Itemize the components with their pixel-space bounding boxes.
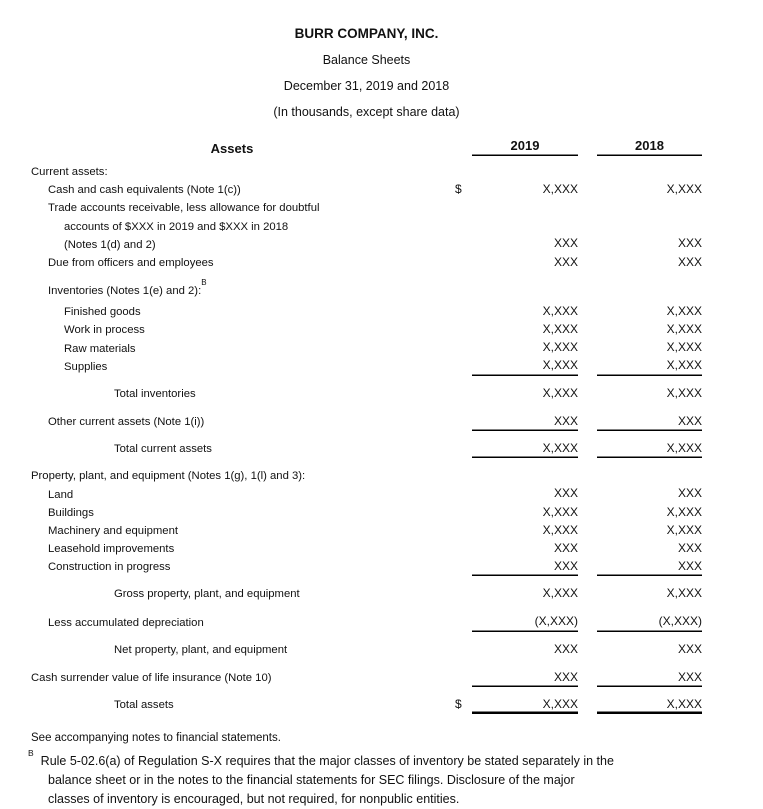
row-label: Less accumulated depreciation xyxy=(48,616,204,629)
table-row xyxy=(31,252,702,270)
table-row xyxy=(31,484,702,502)
value-2019: XXX xyxy=(553,236,578,251)
footnote-marker: B xyxy=(28,748,34,759)
table-row xyxy=(31,161,702,179)
table-row xyxy=(31,280,702,298)
assets-column-header: Assets xyxy=(210,141,254,156)
value-2019: X,XXX xyxy=(472,358,578,375)
footnote-line xyxy=(28,748,702,771)
row-label: Inventories (Notes 1(e) and 2):$^B$ xyxy=(48,278,207,297)
table-row xyxy=(31,216,702,234)
value-2018: X,XXX xyxy=(666,385,702,400)
footnote-line: balance sheet or in the notes to the financial statements for SEC filings. Disclosure of the major xyxy=(48,773,575,788)
value-2018: XXX xyxy=(677,641,702,656)
table-body xyxy=(31,161,702,714)
table-row xyxy=(31,338,702,356)
value-2019: X,XXX xyxy=(542,385,578,400)
value-2019: XXX xyxy=(472,670,578,687)
value-2018: XXX xyxy=(677,236,702,251)
value-2019: X,XXX xyxy=(542,522,578,537)
table-row xyxy=(31,411,702,431)
value-2018: X,XXX xyxy=(666,340,702,355)
value-2018: X,XXX xyxy=(666,504,702,519)
value-2018: XXX xyxy=(597,670,702,687)
company-name: BURR COMPANY, INC. xyxy=(294,26,439,41)
table-row xyxy=(31,502,702,520)
value-2019: X,XXX xyxy=(542,586,578,601)
row-label: Total inventories xyxy=(114,387,196,400)
value-2018: X,XXX xyxy=(597,441,702,458)
value-2019: X,XXX xyxy=(542,340,578,355)
row-label: Leasehold improvements xyxy=(48,542,175,555)
value-2018: X,XXX xyxy=(666,303,702,318)
table-row xyxy=(31,438,702,458)
value-2018: (X,XXX) xyxy=(597,614,702,631)
row-label: Cash surrender value of life insurance (Note 10) xyxy=(31,671,272,684)
value-2018: X,XXX xyxy=(666,322,702,337)
value-2019: XXX xyxy=(472,414,578,431)
row-label: Work in process xyxy=(64,324,145,337)
table-row xyxy=(31,538,702,556)
table-row xyxy=(31,319,702,337)
table-row xyxy=(31,639,702,657)
table-header-row xyxy=(31,138,702,156)
table-row xyxy=(31,356,702,376)
value-2018: XXX xyxy=(597,559,702,576)
value-2019: X,XXX xyxy=(472,697,578,714)
value-2018: XXX xyxy=(677,540,702,555)
table-row xyxy=(31,520,702,538)
year-2018-header: 2018 xyxy=(597,138,702,156)
table-row xyxy=(31,179,702,197)
table-row xyxy=(31,465,702,483)
table-row xyxy=(31,612,702,632)
value-2018: XXX xyxy=(597,414,702,431)
row-label: Gross property, plant, and equipment xyxy=(114,588,300,601)
value-2018: XXX xyxy=(677,486,702,501)
row-label: (Notes 1(d) and 2) xyxy=(64,238,156,251)
value-2019: X,XXX xyxy=(542,504,578,519)
row-label: accounts of $XXX in 2019 and $XXX in 2018 xyxy=(64,220,289,233)
value-2019: XXX xyxy=(553,486,578,501)
table-row xyxy=(31,383,702,401)
footnote-ref: B xyxy=(201,278,207,288)
table-row xyxy=(31,301,702,319)
footnote xyxy=(28,748,702,809)
value-2019: XXX xyxy=(553,540,578,555)
report-title: Balance Sheets xyxy=(322,53,411,67)
table-row xyxy=(31,234,702,252)
value-2019: XXX xyxy=(553,641,578,656)
report-date-line: December 31, 2019 and 2018 xyxy=(283,79,450,93)
value-2019: X,XXX xyxy=(542,181,578,196)
row-label: Supplies xyxy=(64,360,108,373)
units-line: (In thousands, except share data) xyxy=(273,105,460,119)
value-2019: XXX xyxy=(472,559,578,576)
row-label: Other current assets (Note 1(i)) xyxy=(48,415,205,428)
row-label: Total current assets xyxy=(114,443,212,455)
row-label: Finished goods xyxy=(64,305,141,318)
footnote-line: classes of inventory is encouraged, but not required, for nonpublic entities. xyxy=(48,792,460,807)
see-notes-line: See accompanying notes to financial statements. xyxy=(31,732,281,745)
currency-symbol: $ xyxy=(455,696,462,711)
row-label: Buildings xyxy=(48,506,94,519)
row-label: Cash and cash equivalents (Note 1(c)) xyxy=(48,183,241,196)
value-2019: X,XXX xyxy=(542,322,578,337)
footnote-text: Rule 5-02.6(a) of Regulation S-X requires that the major classes of inventory be stated separately in the xyxy=(40,754,614,769)
value-2019: (X,XXX) xyxy=(472,614,578,631)
row-label: Current assets: xyxy=(31,165,108,178)
row-label: Raw materials xyxy=(64,342,136,355)
year-2019-header: 2019 xyxy=(472,138,578,156)
table-row xyxy=(31,694,702,714)
value-2018: X,XXX xyxy=(597,697,702,714)
value-2018: X,XXX xyxy=(597,358,702,375)
row-label: Due from officers and employees xyxy=(48,256,214,269)
table-row xyxy=(31,197,702,215)
value-2018: X,XXX xyxy=(666,181,702,196)
table-row xyxy=(31,583,702,601)
value-2018: XXX xyxy=(677,254,702,269)
row-label: Property, plant, and equipment (Notes 1(g), 1(l) and 3): xyxy=(31,470,306,483)
value-2018: X,XXX xyxy=(666,586,702,601)
row-label: Net property, plant, and equipment xyxy=(114,643,288,656)
row-label: Trade accounts receivable, less allowance for doubtful xyxy=(48,202,320,215)
table-row xyxy=(31,667,702,687)
value-2019: X,XXX xyxy=(542,303,578,318)
row-label: Machinery and equipment xyxy=(48,524,178,537)
table-row xyxy=(31,556,702,576)
row-label: Land xyxy=(48,488,74,501)
value-2018: X,XXX xyxy=(666,522,702,537)
value-2019: X,XXX xyxy=(472,441,578,458)
value-2019: XXX xyxy=(553,254,578,269)
currency-symbol: $ xyxy=(455,181,462,196)
row-label: Total assets xyxy=(114,698,174,711)
footer xyxy=(28,731,702,809)
row-label: Construction in progress xyxy=(48,561,171,574)
document-header xyxy=(31,27,702,119)
